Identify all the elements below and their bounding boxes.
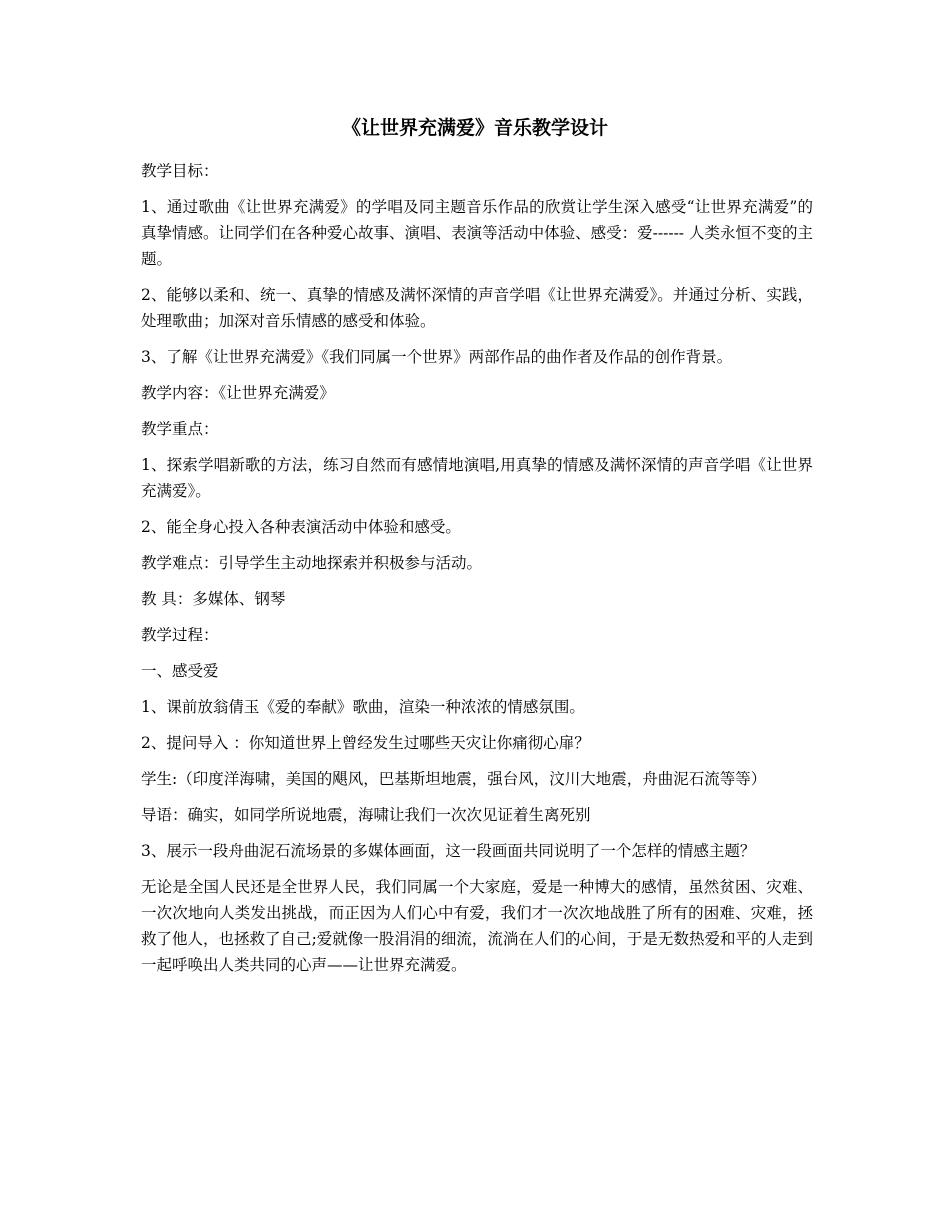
paragraph-teaching-goals-heading: 教学目标： [141, 162, 219, 180]
paragraph-step-3: 3、展示一段舟曲泥石流场景的多媒体画面，这一段画面共同说明了一个怎样的情感主题？ [141, 842, 756, 860]
paragraph-step-1: 1、课前放翁倩玉《爱的奉献》歌曲，渲染一种浓浓的情感氛围。 [141, 698, 585, 716]
paragraph-process-heading: 教学过程： [141, 626, 219, 644]
paragraph-goal-1: 1、通过歌曲《让世界充满爱》的学唱及同主题音乐作品的欣赏让学生深入感受“让世界充满爱”的真挚情感。让同学们在各种爱心故事、演唱、表演等活动中体验、感受：爱------ 人类永恒不变的主题。 [141, 198, 813, 268]
paragraph-section-feel-love: 一、感受爱 [141, 662, 219, 680]
document-body [141, 158, 813, 988]
document-title: 《让世界充满爱》音乐教学设计 [341, 117, 608, 139]
paragraph-step-2: 2、提问导入 ：你知道世界上曾经发生过哪些天灾让你痛彻心扉？ [141, 734, 590, 752]
paragraph-guide-words: 导语：确实，如同学所说地震，海啸让我们一次次见证着生离死别 [141, 806, 591, 824]
paragraph-student-answer: 学生:（印度洋海啸，美国的飓风，巴基斯坦地震，强台风，汶川大地震，舟曲泥石流等等） [141, 770, 767, 788]
paragraph-teaching-aids: 教 具：多媒体、钢琴 [141, 590, 286, 608]
paragraph-key-points-heading: 教学重点： [141, 420, 219, 438]
paragraph-conclusion: 无论是全国人民还是全世界人民，我们同属一个大家庭，爱是一种博大的感情，虽然贫困、灾难、一次次地向人类发出挑战，而正因为人们心中有爱，我们才一次次地战胜了所有的困难、灾难，拯救了他人，也拯救了自己;爱就像一股涓涓的细流，流淌在人们的心间，于是无数热爱和平的人走到一起呼唤出人类共同的心声——让世界充满爱。 [141, 878, 813, 974]
paragraph-difficulty: 教学难点：引导学生主动地探索并积极参与活动。 [141, 554, 483, 572]
paragraph-teaching-content: 教学内容：《让世界充满爱》 [141, 384, 335, 402]
paragraph-key-point-1: 1、探索学唱新歌的方法，练习自然而有感情地演唱,用真挚的情感及满怀深情的声音学唱《让世界充满爱》。 [141, 456, 813, 500]
paragraph-key-point-2: 2、能全身心投入各种表演活动中体验和感受。 [141, 518, 461, 536]
paragraph-goal-3: 3、了解《让世界充满爱》《我们同属一个世界》两部作品的曲作者及作品的创作背景。 [141, 348, 733, 366]
paragraph-goal-2: 2、能够以柔和、统一、真挚的情感及满怀深情的声音学唱《让世界充满爱》。并通过分析、实践，处理歌曲；加深对音乐情感的感受和体验。 [141, 286, 813, 330]
